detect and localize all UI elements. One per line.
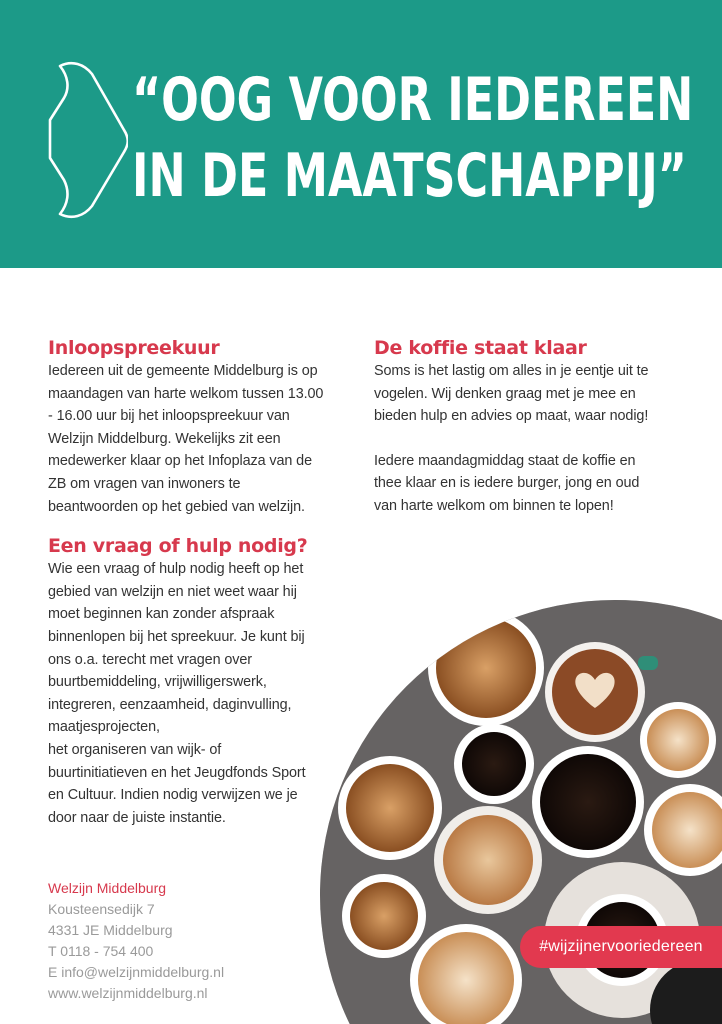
contact-email[interactable]: E info@welzijnmiddelburg.nl (48, 964, 225, 980)
inloop-heading: Inloopspreekuur (48, 337, 220, 359)
contact-block (48, 878, 224, 1004)
vraag-text: Wie een vraag of hulp nodig heeft op het gebied van welzijn en niet weet waar hij moet beginnen kan zonder afspraak binnenlopen bij het spreekuur. Je kunt bij ons o.a. terecht met vragen over buurtbemiddeling, vrijwilligerswerk, integreren, eenzaamheid, daginvulling, maatjesprojecten, het organiseren van wijk- of buurtinitiatieven en het Jeugdfonds Sport en Cultuur. Indien nodig verwijzen we je door naar de juiste instantie. (48, 561, 306, 826)
koffie-heading: De koffie staat klaar (374, 337, 587, 359)
contact-org: Welzijn Middelburg (48, 880, 167, 896)
hashtag-badge: #wijzijnervooriedereen (520, 926, 722, 968)
contact-postal: 4331 JE Middelburg (48, 922, 173, 938)
inloop-text: Iedereen uit de gemeente Middelburg is op maandagen van harte welkom tussen 13.00 - 16.00 uur bij het inloopspreekuur van Welzijn Middelburg. Wekelijks zit een medewerker klaar op het Infoplaza van de ZB om vragen van inwoners te beantwoorden op het gebied van welzijn. (48, 363, 324, 515)
contact-phone: T 0118 - 754 400 (48, 943, 154, 959)
headline-line-2: IN DE MAATSCHAPPIJ” (132, 141, 687, 211)
headline-line-1: “OOG VOOR IEDEREEN (132, 65, 694, 135)
contact-street: Kousteensedijk 7 (48, 901, 155, 917)
koffie-text-1: Soms is het lastig om alles in je eentje uit te vogelen. Wij denken graag met je mee en bieden hulp en advies op maat, waar nodig! (374, 363, 649, 425)
koffie-text-2: Iedere maandagmiddag staat de koffie en thee klaar en is iedere burger, jong en oud van harte welkom om binnen te lopen! (374, 452, 640, 514)
vraag-heading: Een vraag of hulp nodig? (48, 535, 308, 558)
contact-website[interactable]: www.welzijnmiddelburg.nl (48, 985, 208, 1001)
